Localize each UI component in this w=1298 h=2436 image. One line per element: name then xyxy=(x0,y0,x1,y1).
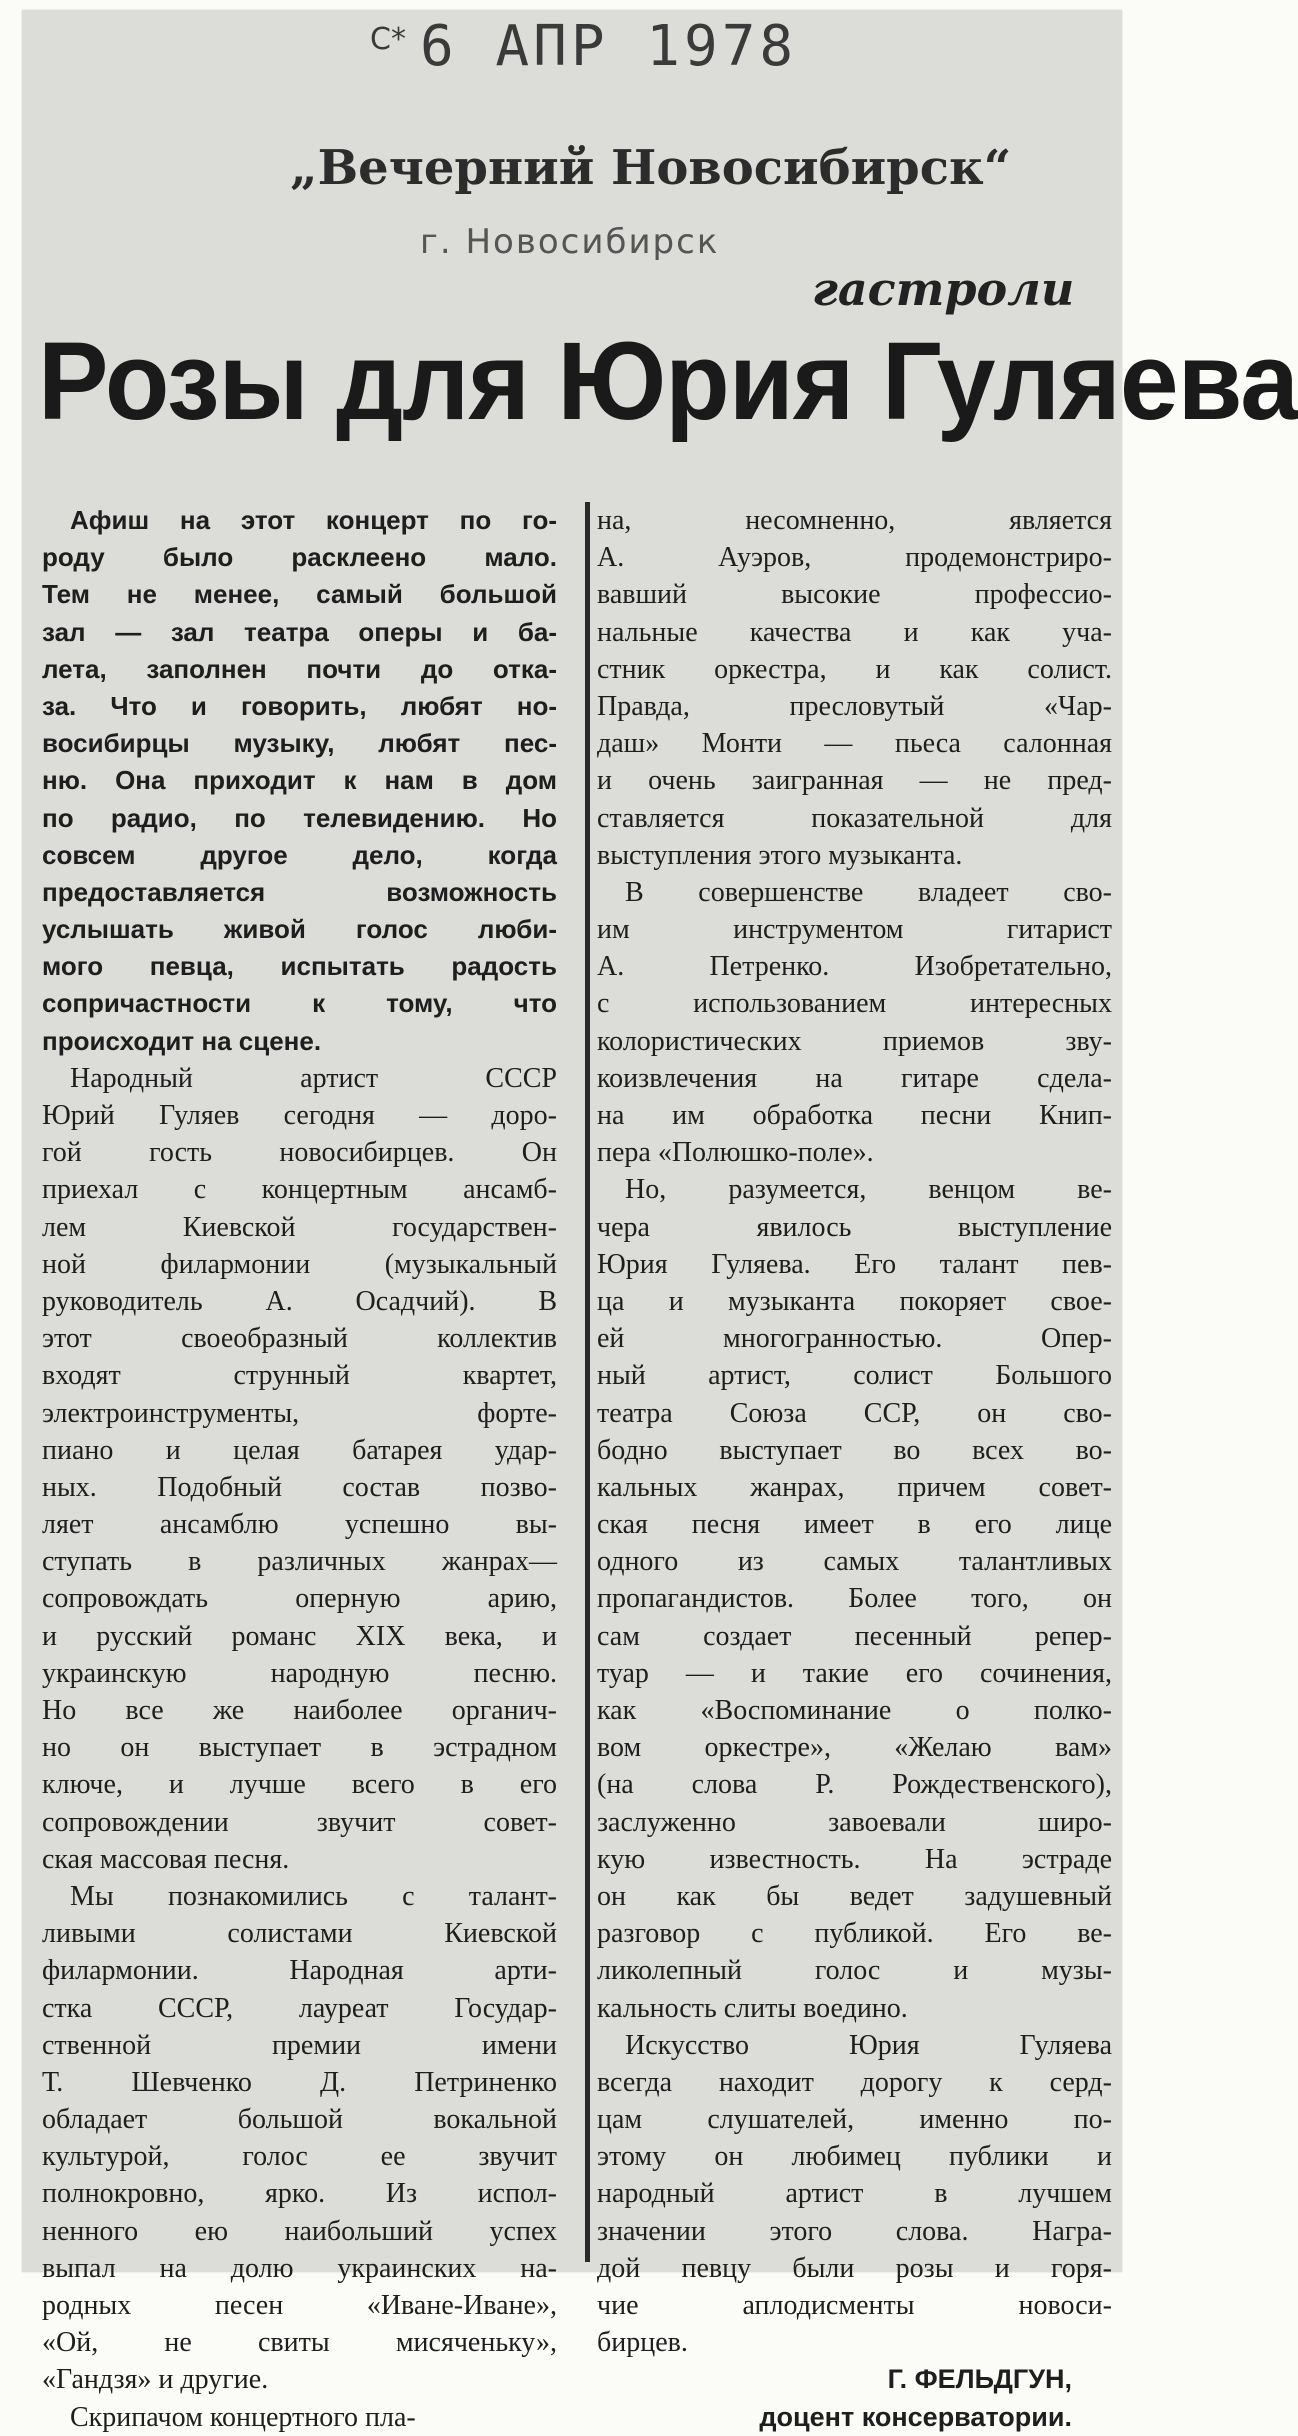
article-line: (на слова Р. Рождественского), xyxy=(597,1769,1112,1801)
article-line: ной филармонии (музыкальный xyxy=(42,1248,557,1280)
article-column-left xyxy=(42,502,557,2436)
article-line: сам создает песенный репер- xyxy=(597,1620,1112,1652)
article-line: на им обработка песни Книп- xyxy=(597,1100,1112,1131)
article-line: обладает большой вокальной xyxy=(42,2104,557,2136)
article-line: туар — и такие его сочинения, xyxy=(597,1657,1112,1689)
article-line: входят струнный квартет, xyxy=(42,1360,557,1392)
article-line: приехал с концертным ансамб- xyxy=(42,1174,557,1206)
article-line: «Ой, не свиты мисяченьку», xyxy=(42,2327,557,2359)
article-line: этому он любимец публики и xyxy=(597,2141,1112,2173)
article-line: ненного ею наибольший успех xyxy=(42,2215,557,2247)
article-line: цам слушателей, именно по- xyxy=(597,2104,1112,2136)
newspaper-city: г. Новосибирск xyxy=(420,222,720,262)
article-line: заслуженно завоевали широ- xyxy=(597,1806,1112,1838)
article-line: филармонии. Народная арти- xyxy=(42,1955,557,1987)
article-line: ных. Подобный состав позво- xyxy=(42,1471,557,1503)
article-line: чие аплодисменты новоси- xyxy=(597,2290,1112,2321)
article-line: зал — зал театра оперы и ба- xyxy=(42,616,557,647)
author-title: доцент консерватории. xyxy=(759,2401,1072,2432)
article-line: Афиш на этот концерт по го- xyxy=(70,505,557,535)
article-line: предоставляется возможность xyxy=(42,876,557,907)
article-line: пера «Полюшко-поле». xyxy=(597,1137,874,1169)
article-line: Правда, пресловутый «Чар- xyxy=(597,690,1112,722)
article-line: ляет ансамблю успешно вы- xyxy=(42,1509,557,1541)
article-line: дой певцу были розы и горя- xyxy=(597,2252,1112,2284)
article-line: ступать в различных жанрах— xyxy=(42,1546,557,1578)
article-line: и русский романс XIX века, и xyxy=(42,1620,557,1652)
article-line: гой гость новосибирцев. Он xyxy=(42,1137,557,1169)
article-line: ключе, и лучше всего в его xyxy=(42,1769,557,1801)
article-line: театра Союза ССР, он сво- xyxy=(597,1397,1112,1429)
stamp-date: 6 АПР 1978 xyxy=(420,14,798,79)
article-line: Но все же наиболее органич- xyxy=(42,1695,557,1726)
article-line: ца и музыканта покоряет свое- xyxy=(597,1285,1112,1317)
article-line: Скрипачом концертного пла- xyxy=(70,2401,416,2433)
article-line: А. Петренко. Изобретательно, xyxy=(597,951,1112,983)
column-divider xyxy=(585,502,590,2262)
article-line: народный артист в лучшем xyxy=(597,2178,1112,2210)
article-line: кальных жанрах, причем совет- xyxy=(597,1471,1112,1503)
article-line: сопричастности к тому, что xyxy=(42,988,557,1019)
article-line: Т. Шевченко Д. Петриненко xyxy=(42,2066,557,2098)
article-line: родных песен «Иване-Иване», xyxy=(42,2290,557,2321)
article-line: им инструментом гитарист xyxy=(597,914,1112,946)
article-line: Юрий Гуляев сегодня — доро- xyxy=(42,1100,557,1131)
article-line: А. Ауэров, продемонстриро- xyxy=(597,542,1112,574)
article-line: сопровождать оперную арию, xyxy=(42,1583,557,1615)
headline: Розы для Юрия Гуляева xyxy=(38,320,1298,443)
article-line: «Гандзя» и другие. xyxy=(42,2364,269,2396)
article-line: этот своеобразный коллектив xyxy=(42,1323,557,1355)
article-line: лем Киевской государствен- xyxy=(42,1211,557,1243)
article-line: он как бы ведет задушевный xyxy=(597,1880,1112,1912)
article-line: вавший высокие профессио- xyxy=(597,579,1112,611)
article-line: стник оркестра, и как солист. xyxy=(597,653,1112,685)
article-line: руководитель А. Осадчий). В xyxy=(42,1285,557,1317)
article-line: вом оркестре», «Желаю вам» xyxy=(597,1732,1112,1764)
article-line: значении этого слова. Награ- xyxy=(597,2215,1112,2247)
article-line: ственной премии имени xyxy=(42,2029,557,2061)
article-line: происходит на сцене. xyxy=(42,1025,322,1056)
article-line: Мы познакомились с талант- xyxy=(70,1880,557,1912)
article-line: совсем другое дело, когда xyxy=(42,839,557,870)
article-line: пиано и целая батарея удар- xyxy=(42,1434,557,1466)
rubric: гастроли xyxy=(812,262,1075,316)
article-line: по радио, по телевидению. Но xyxy=(42,802,557,833)
article-line: Тем не менее, самый большой xyxy=(42,579,557,610)
article-line: выпал на долю украинских на- xyxy=(42,2252,557,2284)
article-line: электроинструменты, форте- xyxy=(42,1397,557,1429)
article-line: бодно выступает во всех во- xyxy=(597,1434,1112,1466)
article-line: ный артист, солист Большого xyxy=(597,1360,1112,1392)
article-line: на, несомненно, является xyxy=(597,505,1112,536)
article-line: ню. Она приходит к нам в дом xyxy=(42,765,557,796)
article-line: как «Воспоминание о полко- xyxy=(597,1695,1112,1726)
article-line: с использованием интересных xyxy=(597,988,1112,1020)
article-line: колористических приемов зву- xyxy=(597,1025,1112,1057)
article-line: ская массовая песня. xyxy=(42,1843,290,1875)
article-line: ликолепный голос и музы- xyxy=(597,1955,1112,1987)
author-name: Г. ФЕЛЬДГУН, xyxy=(887,2364,1072,2395)
article-line: ливыми солистами Киевской xyxy=(42,1918,557,1950)
article-line: Искусство Юрия Гуляева xyxy=(625,2029,1112,2061)
article-line: за. Что и говорить, любят но- xyxy=(42,690,557,721)
article-line: даш» Монти — пьеса салонная xyxy=(597,728,1112,760)
article-column-right xyxy=(597,502,1112,2436)
article-line: кую известность. На эстраде xyxy=(597,1843,1112,1875)
article-line: Народный артист СССР xyxy=(70,1062,557,1094)
article-line: пропагандистов. Более того, он xyxy=(597,1583,1112,1615)
article-line: нальные качества и как уча- xyxy=(597,616,1112,648)
article-line: мого певца, испытать радость xyxy=(42,951,557,982)
article-line: но он выступает в эстрадном xyxy=(42,1732,557,1764)
article-line: коизвлечения на гитаре сдела- xyxy=(597,1062,1112,1094)
article-line: сопровождении звучит совет- xyxy=(42,1806,557,1838)
article-line: стка СССР, лауреат Государ- xyxy=(42,1992,557,2024)
article-line: выступления этого музыканта. xyxy=(597,839,963,871)
article-line: украинскую народную песню. xyxy=(42,1657,557,1689)
article-line: и очень заигранная — не пред- xyxy=(597,765,1112,797)
article-line: кальность слиты воедино. xyxy=(597,1992,908,2024)
article-line: культурой, голос ее звучит xyxy=(42,2141,557,2173)
article-line: чера явилось выступление xyxy=(597,1211,1112,1243)
article-line: В совершенстве владеет сво- xyxy=(625,876,1112,908)
article-line: всегда находит дорогу к серд- xyxy=(597,2066,1112,2098)
article-line: услышать живой голос люби- xyxy=(42,914,557,945)
article-line: разговор с публикой. Его ве- xyxy=(597,1918,1112,1950)
article-line: Но, разумеется, венцом ве- xyxy=(625,1174,1112,1206)
article-line: роду было расклеено мало. xyxy=(42,542,557,573)
article-line: лета, заполнен почти до отка- xyxy=(42,653,557,684)
article-line: одного из самых талантливых xyxy=(597,1546,1112,1578)
newspaper-name: „Вечерний Новосибирск“ xyxy=(290,140,1012,196)
article-line: Юрия Гуляева. Его талант пев- xyxy=(597,1248,1112,1280)
article-line: восибирцы музыку, любят пес- xyxy=(42,728,557,759)
stamp-mark: С* xyxy=(370,22,406,57)
article-line: ская песня имеет в его лице xyxy=(597,1509,1112,1541)
article-line: ей многогранностью. Опер- xyxy=(597,1323,1112,1355)
article-line: бирцев. xyxy=(597,2327,688,2359)
article-line: полнокровно, ярко. Из испол- xyxy=(42,2178,557,2210)
article-line: ставляется показательной для xyxy=(597,802,1112,834)
